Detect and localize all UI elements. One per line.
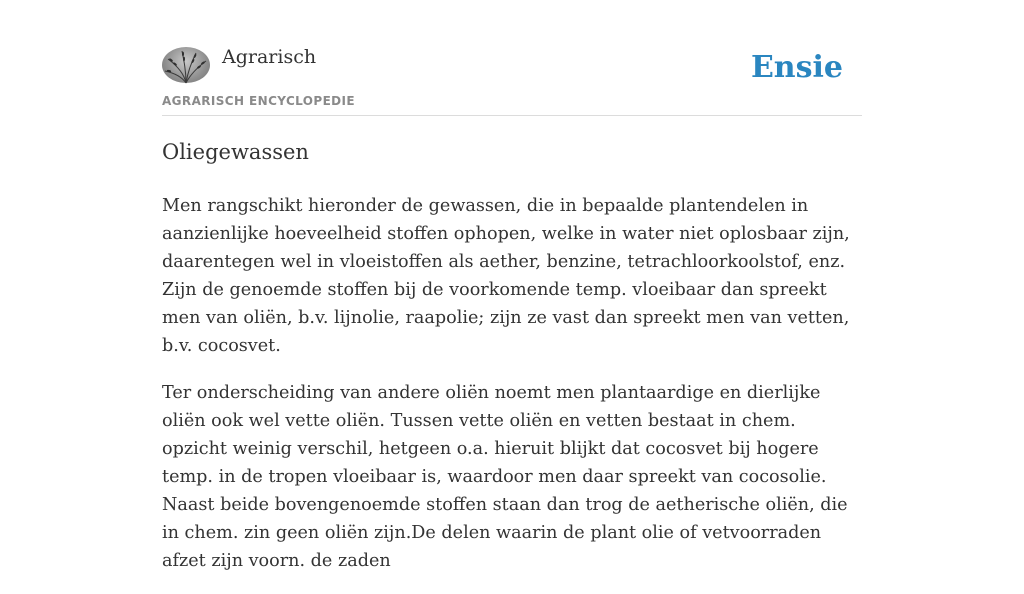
header <box>162 0 862 116</box>
brand-logo-link[interactable]: Ensie <box>750 50 843 85</box>
page-container <box>162 0 862 571</box>
article-paragraph: Men rangschikt hieronder de gewassen, die in bepaalde plantendelen in aanzienlijke hoeveelheid stoffen ophopen, welke in water niet oplosbaar zijn, daarentegen wel in vloeistoffen als aether, benzine, tetrachloorkoolstof, enz. Zijn de genoemde stoffen bij de voorkomende temp. vloeibaar dan spreekt men van oliën, b.v. lijnolie, raapolie; zijn ze vast dan spreekt men van vetten, b.v. cocosvet. <box>162 196 850 356</box>
publication-title[interactable]: Agrarisch <box>222 46 317 68</box>
article-paragraph: Ter onderscheiding van andere oliën noemt men plantaardige en dierlijke oliën ook wel vette oliën. Tussen vette oliën en vetten bestaat in chem. opzicht weinig verschil, hetgeen o.a. hieruit blijkt dat cocosvet bij hogere temp. in de tropen vloeibaar is, waardoor men daar spreekt van cocosolie. Naast beide bovengenoemde stoffen staan dan trog de aetherische oliën, die in chem. zin geen oliën zijn.De delen waarin de plant olie of vetvoorraden afzet zijn voorn. de zaden <box>162 383 848 571</box>
wheat-icon[interactable] <box>162 47 210 83</box>
publication-subtitle[interactable]: AGRARISCH ENCYCLOPEDIE <box>162 94 355 108</box>
article-title: Oliegewassen <box>162 140 309 164</box>
article-body <box>162 192 862 594</box>
